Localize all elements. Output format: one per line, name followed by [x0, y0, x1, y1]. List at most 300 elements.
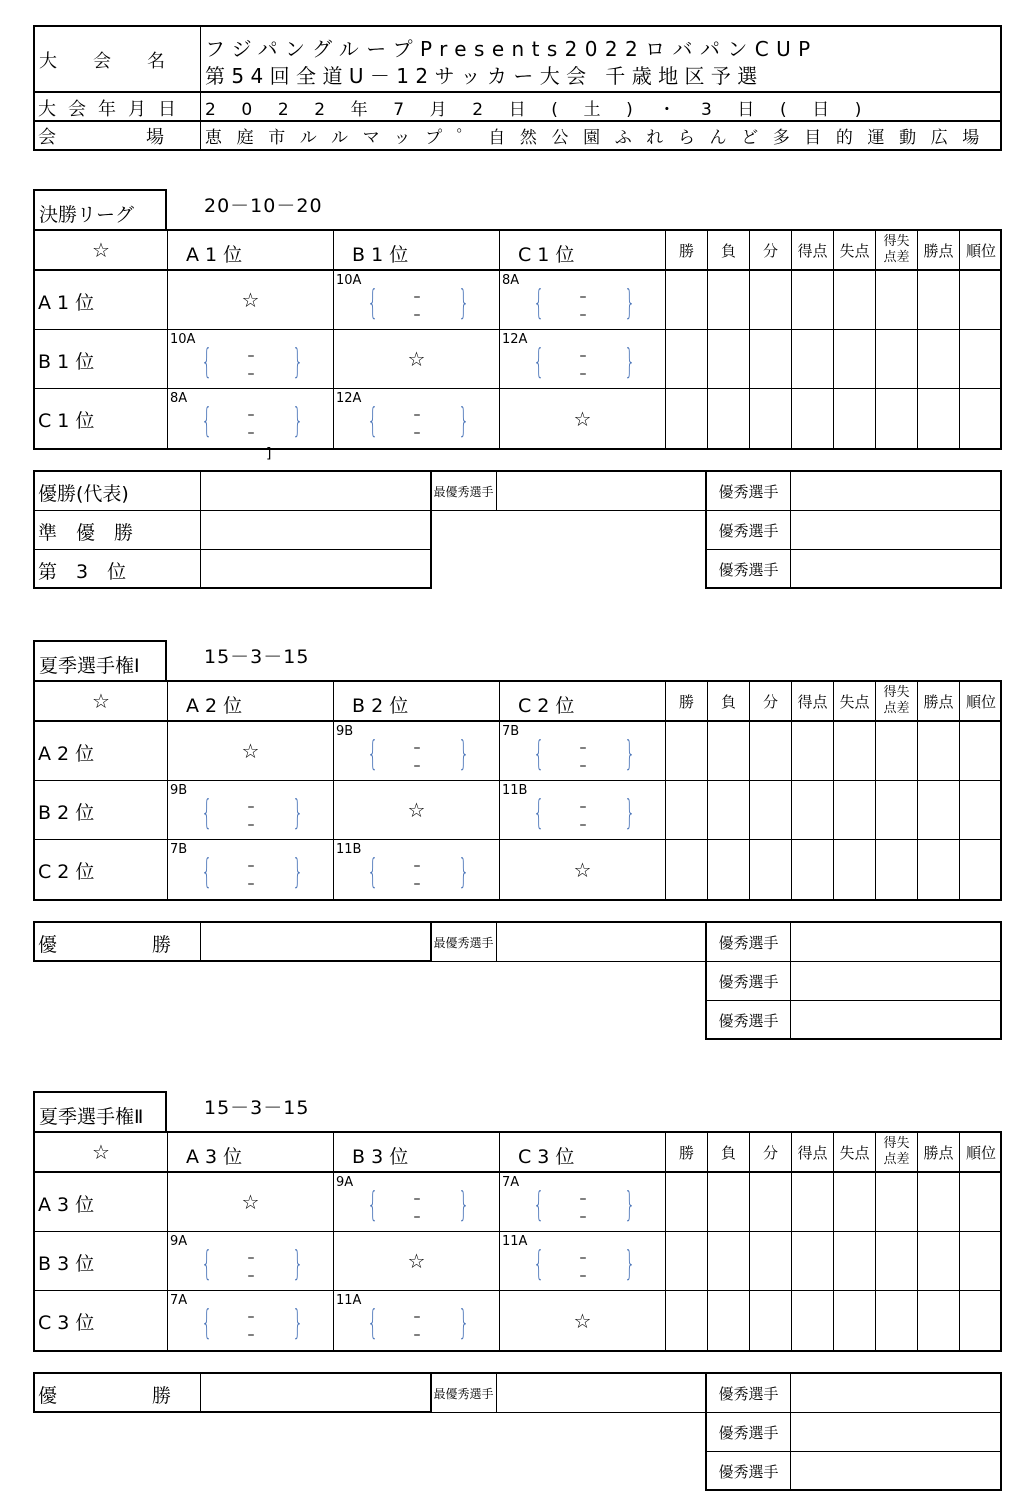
stat-cell	[792, 330, 834, 389]
stat-cell	[708, 271, 750, 330]
team-row-header	[35, 1173, 168, 1232]
excellent-label-cell	[707, 1374, 791, 1413]
excellent-value-cell[interactable]	[791, 550, 1000, 589]
date-value: 2022年7月2日(土)・3日(日)	[205, 100, 888, 120]
score-dash: –	[247, 407, 255, 423]
stat-header-label: 失点	[839, 692, 870, 711]
match-cell[interactable]	[500, 330, 666, 389]
result-label-cell	[35, 472, 201, 511]
score-dash: –	[413, 758, 421, 774]
stat-cell	[750, 271, 792, 330]
score-dash: –	[579, 758, 587, 774]
left-brace-icon: {	[201, 852, 213, 892]
left-brace-icon: {	[533, 1244, 545, 1284]
match-cell[interactable]	[500, 1173, 666, 1232]
right-brace-icon: }	[292, 342, 304, 382]
stat-cell	[750, 1173, 792, 1232]
left-brace-icon: {	[533, 342, 545, 382]
score-dash: –	[413, 1191, 421, 1207]
stat-cell	[876, 1173, 918, 1232]
team-row-label: A 1 位	[38, 292, 95, 314]
stat-cell	[666, 389, 708, 448]
stat-cell	[666, 271, 708, 330]
team-row-header	[35, 1232, 168, 1291]
stat-column-header	[750, 682, 792, 722]
stat-cell	[960, 722, 1002, 781]
excellent-label: 優秀選手	[718, 933, 779, 952]
stat-header-label: 得点	[797, 241, 828, 260]
star-icon: ☆	[92, 1140, 110, 1164]
stat-header-label: 負	[720, 241, 736, 260]
score-dash: –	[413, 740, 421, 756]
result-label-cell	[35, 1374, 201, 1413]
score-dash: –	[579, 307, 587, 323]
team-column-header	[500, 1133, 666, 1173]
score-dash: –	[247, 1327, 255, 1343]
score-dash: –	[247, 366, 255, 382]
stat-header-label: 勝点	[923, 692, 954, 711]
self-match-cell	[334, 781, 500, 840]
stat-column-header	[918, 682, 960, 722]
team-header-label: A 1 位	[186, 244, 243, 266]
left-brace-icon: {	[533, 793, 545, 833]
venue-label-cell	[35, 122, 201, 149]
stat-header-label: 順位	[965, 1143, 996, 1162]
team-header-label: A 3 位	[186, 1146, 243, 1168]
star-icon: ☆	[573, 857, 592, 882]
stat-cell	[960, 840, 1002, 899]
stat-cell	[666, 781, 708, 840]
stat-column-header	[918, 1133, 960, 1173]
tournament-name-line2: 第54回全道U－12サッカー大会 千歳地区予選	[205, 64, 764, 88]
right-brace-icon: }	[624, 1185, 636, 1225]
stat-column-header	[792, 1133, 834, 1173]
mvp-label: 最優秀選手	[433, 936, 494, 950]
stat-column-header	[834, 231, 876, 271]
left-brace-icon: {	[201, 1244, 213, 1284]
team-row-header	[35, 722, 168, 781]
stat-header-label: 分	[762, 241, 778, 260]
stat-header-label: 得失点差	[883, 1136, 910, 1167]
match-number: 12A	[336, 391, 362, 406]
result-value-cell[interactable]	[201, 472, 430, 511]
match-cell[interactable]	[168, 330, 334, 389]
stat-cell	[960, 1173, 1002, 1232]
stat-cell	[918, 389, 960, 448]
excellent-value-cell[interactable]	[791, 511, 1000, 550]
match-cell[interactable]	[168, 1291, 334, 1350]
right-brace-icon: }	[292, 852, 304, 892]
left-brace-icon: {	[201, 1303, 213, 1343]
stat-cell	[666, 1232, 708, 1291]
left-brace-icon: {	[367, 734, 379, 774]
stat-column-header	[918, 231, 960, 271]
star-icon: ☆	[241, 288, 260, 312]
mvp-label-cell	[431, 923, 497, 962]
result-value-cell[interactable]	[201, 1374, 430, 1413]
name-label-cell	[35, 27, 201, 93]
left-brace-icon: {	[533, 734, 545, 774]
stat-cell	[918, 781, 960, 840]
mvp-value-cell[interactable]	[497, 472, 705, 511]
team-row-label: A 3 位	[38, 1194, 95, 1216]
stat-cell	[960, 271, 1002, 330]
stat-cell	[918, 330, 960, 389]
stat-column-header	[750, 231, 792, 271]
stat-cell	[750, 389, 792, 448]
stat-column-header	[666, 1133, 708, 1173]
score-dash: –	[413, 425, 421, 441]
right-brace-icon: }	[458, 1185, 470, 1225]
stat-cell	[834, 1291, 876, 1350]
stat-cell	[876, 330, 918, 389]
score-dash: –	[579, 817, 587, 833]
excellent-value-cell[interactable]	[791, 1452, 1000, 1491]
stat-cell	[834, 722, 876, 781]
stat-cell	[792, 1173, 834, 1232]
stat-cell	[708, 389, 750, 448]
score-dash: –	[413, 1209, 421, 1225]
score-dash: –	[247, 858, 255, 874]
team-header-label: A 2 位	[186, 695, 243, 717]
self-match-cell	[500, 1291, 666, 1350]
team-header-label: C 3 位	[518, 1146, 575, 1168]
stat-column-header	[876, 1133, 918, 1173]
stat-header-label: 分	[762, 692, 778, 711]
date-value-cell	[201, 93, 1000, 122]
result-label-cell	[35, 511, 201, 550]
corner-cell	[35, 682, 168, 722]
match-number: 9A	[336, 1175, 354, 1190]
stat-cell	[960, 781, 1002, 840]
right-brace-icon: }	[624, 1244, 636, 1284]
team-header-label: C 2 位	[518, 695, 575, 717]
excellent-players-table	[705, 1372, 1002, 1491]
section-title-box	[33, 1091, 167, 1133]
match-number: 7B	[170, 842, 188, 857]
excellent-value-cell[interactable]	[791, 962, 1000, 1001]
match-cell[interactable]	[168, 389, 334, 448]
left-brace-icon: {	[201, 342, 213, 382]
left-brace-icon: {	[533, 1185, 545, 1225]
stat-cell	[834, 1232, 876, 1291]
stat-cell	[834, 271, 876, 330]
stat-column-header	[876, 231, 918, 271]
match-number: 9A	[170, 1234, 188, 1249]
match-cell[interactable]	[334, 722, 500, 781]
date-label: 大会年月日	[38, 99, 188, 120]
score-dash: –	[247, 1268, 255, 1284]
league-table	[33, 229, 1002, 450]
match-format: 15－3－15	[204, 1097, 310, 1119]
venue-value: 恵庭市ルルマップ゜自然公園ふれらんど多目的運動広場	[205, 128, 994, 148]
score-dash: –	[579, 740, 587, 756]
team-row-header	[35, 840, 168, 899]
excellent-label: 優秀選手	[718, 1423, 779, 1442]
excellent-label: 優秀選手	[718, 482, 779, 501]
mvp-value-cell[interactable]	[497, 1374, 705, 1413]
stat-column-header	[708, 1133, 750, 1173]
excellent-label: 優秀選手	[718, 972, 779, 991]
excellent-value-cell[interactable]	[791, 1413, 1000, 1452]
score-dash: –	[413, 858, 421, 874]
match-format: 15－3－15	[204, 646, 310, 668]
stat-cell	[960, 1232, 1002, 1291]
stat-cell	[876, 1232, 918, 1291]
excellent-label-cell	[707, 511, 791, 550]
stat-cell	[918, 1173, 960, 1232]
left-brace-icon: {	[367, 852, 379, 892]
stat-header-label: 負	[720, 1143, 736, 1162]
league-table	[33, 1131, 1002, 1352]
team-column-header	[168, 682, 334, 722]
stat-cell	[834, 840, 876, 899]
match-cell[interactable]	[334, 271, 500, 330]
date-label-cell	[35, 93, 201, 122]
stat-header-label: 勝	[678, 692, 694, 711]
stat-column-header	[792, 231, 834, 271]
stat-cell	[876, 840, 918, 899]
result-value-cell[interactable]	[201, 923, 430, 962]
excellent-value-cell[interactable]	[791, 923, 1000, 962]
star-icon: ☆	[241, 1190, 260, 1214]
stat-cell	[834, 389, 876, 448]
match-number: 7A	[170, 1293, 188, 1308]
mvp-table	[431, 470, 705, 511]
match-cell[interactable]	[334, 1291, 500, 1350]
result-label: 第 3 位	[38, 561, 127, 583]
match-number: 9B	[336, 724, 354, 739]
score-dash: –	[413, 1309, 421, 1325]
score-dash: –	[579, 289, 587, 305]
stat-cell	[708, 722, 750, 781]
team-header-label: C 1 位	[518, 244, 575, 266]
match-number: 11A	[502, 1234, 528, 1249]
match-cell[interactable]	[168, 781, 334, 840]
star-icon: ☆	[407, 347, 426, 371]
right-brace-icon: }	[458, 1303, 470, 1343]
team-column-header	[334, 1133, 500, 1173]
mvp-label: 最優秀選手	[433, 1387, 494, 1401]
venue-value-cell	[201, 122, 1000, 149]
results-table	[33, 921, 432, 962]
star-icon: ☆	[92, 238, 110, 262]
match-number: 8A	[170, 391, 188, 406]
stat-cell	[960, 389, 1002, 448]
right-brace-icon: }	[292, 1244, 304, 1284]
match-number: 10A	[336, 273, 362, 288]
excellent-label: 優秀選手	[718, 521, 779, 540]
right-brace-icon: }	[458, 401, 470, 441]
result-value-cell[interactable]	[201, 550, 430, 589]
team-row-header	[35, 271, 168, 330]
match-number: 7A	[502, 1175, 520, 1190]
excellent-players-table	[705, 921, 1002, 1040]
match-cell[interactable]	[500, 781, 666, 840]
stat-header-label: 順位	[965, 241, 996, 260]
team-row-label: B 3 位	[38, 1253, 95, 1275]
match-number: 11A	[336, 1293, 362, 1308]
stray-bracket-mark: ]	[266, 446, 272, 462]
right-brace-icon: }	[292, 401, 304, 441]
score-dash: –	[579, 1191, 587, 1207]
self-match-cell	[334, 330, 500, 389]
match-cell[interactable]	[500, 1232, 666, 1291]
stat-column-header	[834, 1133, 876, 1173]
results-table	[33, 470, 432, 589]
stat-column-header	[750, 1133, 792, 1173]
excellent-value-cell[interactable]	[791, 472, 1000, 511]
star-icon: ☆	[573, 406, 592, 431]
corner-cell	[35, 231, 168, 271]
score-dash: –	[413, 407, 421, 423]
stat-cell	[876, 271, 918, 330]
excellent-label-cell	[707, 1413, 791, 1452]
match-number: 10A	[170, 332, 196, 347]
team-row-label: B 2 位	[38, 802, 95, 824]
section-title: 夏季選手権Ⅱ	[39, 1106, 144, 1128]
excellent-label-cell	[707, 962, 791, 1001]
excellent-label: 優秀選手	[718, 1384, 779, 1403]
score-dash: –	[247, 817, 255, 833]
mvp-value-cell[interactable]	[497, 923, 705, 962]
score-dash: –	[579, 1268, 587, 1284]
self-match-cell	[168, 271, 334, 330]
team-row-label: A 2 位	[38, 743, 95, 765]
stat-cell	[834, 330, 876, 389]
match-cell[interactable]	[168, 840, 334, 899]
left-brace-icon: {	[533, 283, 545, 323]
team-column-header	[500, 231, 666, 271]
right-brace-icon: }	[624, 283, 636, 323]
tournament-info-table	[33, 25, 1002, 151]
team-row-label: B 1 位	[38, 351, 95, 373]
stat-cell	[792, 722, 834, 781]
result-label: 優勝(代表)	[38, 483, 129, 505]
star-icon: ☆	[407, 1249, 426, 1273]
stat-cell	[876, 389, 918, 448]
score-dash: –	[413, 1327, 421, 1343]
stat-header-label: 得失点差	[883, 234, 910, 265]
stat-header-label: 順位	[965, 692, 996, 711]
stat-column-header	[960, 231, 1002, 271]
match-number: 8A	[502, 273, 520, 288]
excellent-label-cell	[707, 923, 791, 962]
stat-cell	[666, 330, 708, 389]
result-label: 優 勝	[38, 934, 172, 956]
score-dash: –	[247, 348, 255, 364]
match-number: 12A	[502, 332, 528, 347]
stat-cell	[792, 271, 834, 330]
mvp-table	[431, 1372, 705, 1413]
stat-cell	[918, 1232, 960, 1291]
match-cell[interactable]	[334, 840, 500, 899]
stat-cell	[876, 1291, 918, 1350]
stat-column-header	[708, 682, 750, 722]
stat-cell	[918, 271, 960, 330]
right-brace-icon: }	[624, 734, 636, 774]
score-dash: –	[247, 799, 255, 815]
excellent-label: 優秀選手	[718, 1463, 779, 1481]
team-header-label: B 3 位	[352, 1146, 409, 1168]
stat-cell	[918, 840, 960, 899]
match-cell[interactable]	[334, 389, 500, 448]
score-dash: –	[579, 366, 587, 382]
venue-label: 会 場	[38, 127, 164, 148]
excellent-players-table	[705, 470, 1002, 589]
self-match-cell	[168, 722, 334, 781]
excellent-value-cell[interactable]	[791, 1374, 1000, 1413]
stat-cell	[876, 722, 918, 781]
score-dash: –	[413, 307, 421, 323]
stat-column-header	[960, 1133, 1002, 1173]
stat-cell	[918, 722, 960, 781]
mvp-label: 最優秀選手	[433, 485, 494, 499]
result-value-cell[interactable]	[201, 511, 430, 550]
stat-header-label: 勝点	[923, 1143, 954, 1162]
score-dash: –	[247, 425, 255, 441]
result-label-cell	[35, 923, 201, 962]
star-icon: ☆	[407, 798, 426, 822]
match-cell[interactable]	[168, 1232, 334, 1291]
match-number: 9B	[170, 783, 188, 798]
team-header-label: B 1 位	[352, 244, 409, 266]
stat-column-header	[708, 231, 750, 271]
excellent-value-cell[interactable]	[791, 1001, 1000, 1040]
section-title-box	[33, 189, 167, 231]
team-row-label: C 2 位	[38, 861, 95, 883]
mvp-label-cell	[431, 1374, 497, 1413]
results-table	[33, 1372, 432, 1413]
stat-header-label: 得点	[797, 692, 828, 711]
section-title: 夏季選手権Ⅰ	[39, 655, 140, 677]
stat-cell	[708, 330, 750, 389]
section-title: 決勝リーグ	[39, 204, 135, 226]
right-brace-icon: }	[458, 852, 470, 892]
stat-header-label: 勝	[678, 241, 694, 260]
score-dash: –	[579, 1209, 587, 1225]
left-brace-icon: {	[367, 1185, 379, 1225]
stat-column-header	[666, 682, 708, 722]
score-dash: –	[247, 1250, 255, 1266]
match-cell[interactable]	[334, 1173, 500, 1232]
league-table	[33, 680, 1002, 901]
stat-cell	[750, 781, 792, 840]
excellent-label: 優秀選手	[718, 561, 779, 579]
stat-cell	[708, 781, 750, 840]
stat-column-header	[792, 682, 834, 722]
stat-header-label: 負	[720, 692, 736, 711]
match-cell[interactable]	[500, 722, 666, 781]
team-row-header	[35, 1291, 168, 1350]
score-dash: –	[579, 348, 587, 364]
tournament-name-label: 大 会 名	[39, 51, 165, 72]
stat-cell	[960, 330, 1002, 389]
match-cell[interactable]	[500, 271, 666, 330]
stat-cell	[708, 840, 750, 899]
left-brace-icon: {	[201, 793, 213, 833]
team-row-header	[35, 330, 168, 389]
stat-column-header	[834, 682, 876, 722]
stat-cell	[750, 722, 792, 781]
result-label-cell	[35, 550, 201, 589]
stat-column-header	[960, 682, 1002, 722]
stat-cell	[666, 1291, 708, 1350]
stat-header-label: 得点	[797, 1143, 828, 1162]
stat-cell	[750, 1232, 792, 1291]
section-title-box	[33, 640, 167, 682]
match-number: 7B	[502, 724, 520, 739]
